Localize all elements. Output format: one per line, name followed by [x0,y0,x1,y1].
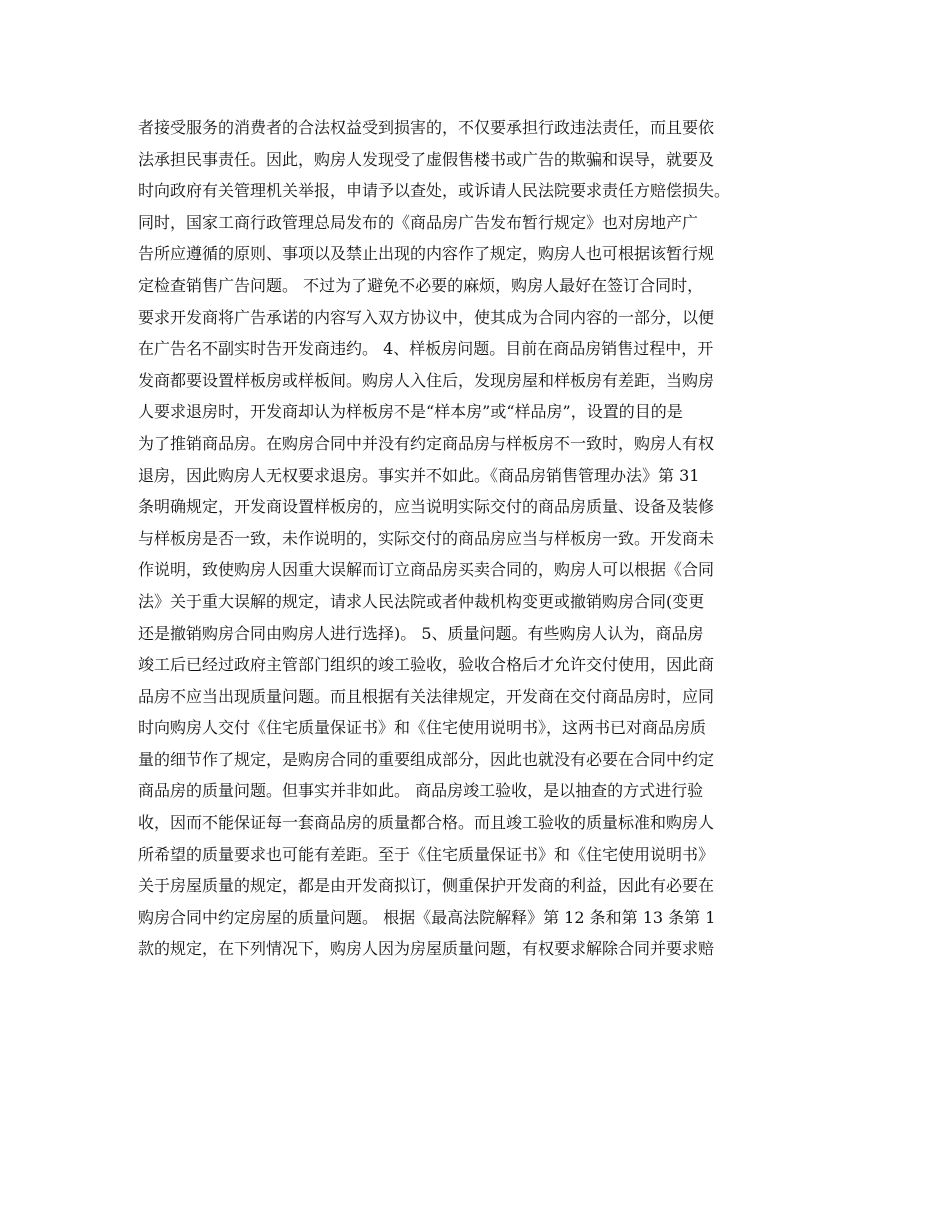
text-line: 发商都要设置样板房或样板间。购房人入住后，发现房屋和样板房有差距，当购房 [138,370,715,390]
text-line: 同时，国家工商行政管理总局发布的《商品房广告发布暂行规定》也对房地产广 [138,212,699,232]
text-line: 告所应遵循的原则、事项以及禁止出现的内容作了规定，购房人也可根据该暂行规 [138,244,715,264]
text-line: 所希望的质量要求也可能有差距。至于《住宅质量保证书》和《住宅使用说明书》 [138,844,715,864]
text-line: 法》关于重大误解的规定，请求人民法院或者仲裁机构变更或撤销购房合同(变更 [138,591,705,611]
body-text [138,112,828,965]
text-line: 款的规定，在下列情况下，购房人因为房屋质量问题，有权要求解除合同并要求赔 [138,939,715,959]
text-line: 购房合同中约定房屋的质量问题。 根据《最高法院解释》第 12 条和第 13 条第 1 [138,907,716,927]
text-line: 品房不应当出现质量问题。而且根据有关法律规定，开发商在交付商品房时，应同 [138,686,715,706]
text-line: 与样板房是否一致，未作说明的，实际交付的商品房应当与样板房一致。开发商未 [138,528,715,548]
text-line: 时向政府有关管理机关举报，申请予以查处，或诉请人民法院要求责任方赔偿损失。 [138,181,731,201]
text-line: 商品房的质量问题。但事实并非如此。 商品房竣工验收，是以抽查的方式进行验 [138,781,704,801]
text-line: 法承担民事责任。因此，购房人发现受了虚假售楼书或广告的欺骗和误导，就要及 [138,149,715,169]
text-line: 要求开发商将广告承诺的内容写入双方协议中，使其成为合同内容的一部分，以便 [138,307,715,327]
text-line: 关于房屋质量的规定，都是由开发商拟订，侧重保护开发商的利益，因此有必要在 [138,876,715,896]
text-line: 在广告名不副实时告开发商违约。 4、样板房问题。目前在商品房销售过程中，开 [138,339,714,359]
text-line: 者接受服务的消费者的合法权益受到损害的，不仅要承担行政违法责任，而且要依 [138,118,715,137]
text-line: 条明确规定，开发商设置样板房的，应当说明实际交付的商品房质量、设备及装修 [138,497,715,517]
text-line: 为了推销商品房。在购房合同中并没有约定商品房与样板房不一致时，购房人有权 [138,433,715,453]
text-line: 作说明，致使购房人因重大误解而订立商品房买卖合同的，购房人可以根据《合同 [138,560,715,580]
text-line: 竣工后已经过政府主管部门组织的竣工验收，验收合格后才允许交付使用，因此商 [138,655,715,675]
text-line: 收，因而不能保证每一套商品房的质量都合格。而且竣工验收的质量标准和购房人 [138,813,715,833]
text-line: 量的细节作了规定，是购房合同的重要组成部分，因此也就没有必要在合同中约定 [138,749,715,769]
text-line: 时向购房人交付《住宅质量保证书》和《住宅使用说明书》，这两书已对商品房质 [138,718,707,738]
text-line: 还是撤销购房合同由购房人进行选择)。 5、质量问题。有些购房人认为，商品房 [138,623,704,643]
text-line: 退房，因此购房人无权要求退房。事实并不如此。《商品房销售管理办法》第 31 [138,465,700,485]
text-line: 人要求退房时，开发商却认为样板房不是“样本房”或“样品房”，设置的目的是 [138,402,683,422]
text-line: 定检查销售广告问题。 不过为了避免不必要的麻烦，购房人最好在签订合同时， [138,275,704,295]
